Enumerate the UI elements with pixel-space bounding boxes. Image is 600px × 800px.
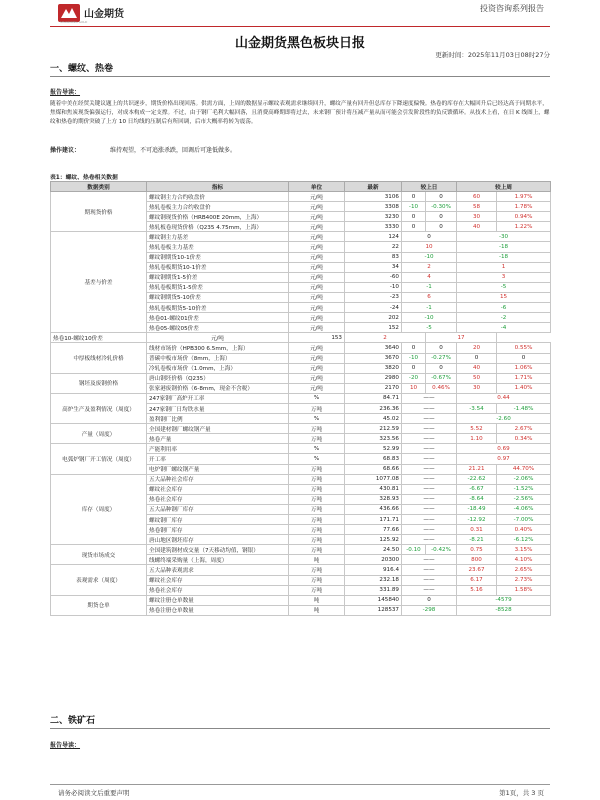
week-change-pct-cell: 3.15%	[497, 545, 551, 555]
day-change-cell: ——	[402, 434, 457, 444]
week-change-cell: -22.62	[457, 474, 497, 484]
unit-cell: %	[289, 454, 345, 464]
day-change-cell: 2	[402, 262, 457, 272]
week-change-cell: 0.69	[457, 444, 551, 454]
week-change-cell: -2.60	[457, 414, 551, 424]
week-change-pct-cell: 2.67%	[497, 424, 551, 434]
latest-value-cell: 212.59	[345, 424, 402, 434]
day-change-cell: 0	[402, 343, 426, 353]
indicator-cell: 五大品种钢厂库存	[147, 504, 289, 514]
day-change-cell: -298	[402, 605, 457, 615]
unit-cell: 元/吨	[289, 242, 345, 252]
week-change-cell: -6	[457, 303, 551, 313]
day-change-cell: -5	[402, 323, 457, 333]
week-change-cell: 17	[426, 333, 497, 343]
unit-cell: 元/吨	[289, 303, 345, 313]
day-change-cell: ——	[402, 403, 457, 413]
week-change-cell: -30	[457, 232, 551, 242]
day-change-cell: ——	[402, 525, 457, 535]
day-change-pct-cell: 0	[426, 222, 457, 232]
day-change-cell: 10	[402, 383, 426, 393]
day-change-cell: 6	[402, 292, 457, 302]
latest-value-cell: 153	[289, 333, 345, 343]
latest-value-cell: 232.18	[345, 575, 402, 585]
week-change-cell: 15	[457, 292, 551, 302]
report-series: 投资咨询系列报告	[480, 4, 544, 13]
unit-cell: 元/吨	[289, 252, 345, 262]
day-change-cell: ——	[402, 444, 457, 454]
indicator-cell: 热卷社会库存	[147, 585, 289, 595]
unit-cell: 万吨	[289, 525, 345, 535]
day-change-cell: ——	[402, 494, 457, 504]
week-change-pct-cell: 0.40%	[497, 525, 551, 535]
unit-cell: %	[289, 393, 345, 403]
indicator-cell: 张家港废钢价格（6-8mm，现金不含税）	[147, 383, 289, 393]
week-change-pct-cell: 2.65%	[497, 565, 551, 575]
day-change-cell: 2	[345, 333, 426, 343]
unit-cell: 万吨	[289, 515, 345, 525]
indicator-cell: 五大品种表观需求	[147, 565, 289, 575]
latest-value-cell: 3330	[345, 222, 402, 232]
week-change-pct-cell: 0.94%	[497, 212, 551, 222]
section-1-title: 一、螺纹、热卷	[50, 64, 114, 74]
week-change-cell: -8.21	[457, 535, 497, 545]
page-title: 山金期货黑色板块日报	[234, 36, 365, 51]
day-change-cell: ——	[402, 504, 457, 514]
day-change-cell: 0	[402, 363, 426, 373]
day-change-cell: ——	[402, 535, 457, 545]
week-change-pct-cell: 1.97%	[497, 192, 551, 202]
latest-value-cell: 323.56	[345, 434, 402, 444]
indicator-cell: 全国建筑钢材成交量（7天移动均值，钢银）	[147, 545, 289, 555]
latest-value-cell: -24	[345, 303, 402, 313]
indicator-cell: 线螺终端采购量（上海，周度）	[147, 555, 289, 565]
day-change-cell: 0	[402, 212, 426, 222]
category-cell: 高炉生产及盈利情况（周度）	[51, 393, 147, 423]
latest-value-cell: 1077.08	[345, 474, 402, 484]
unit-cell: 元/吨	[289, 323, 345, 333]
day-change-cell: -10	[402, 252, 457, 262]
header-unit: 单位	[289, 182, 345, 192]
section-1-guide-label: 报告导读：	[50, 89, 81, 96]
unit-cell: 万吨	[289, 464, 345, 474]
day-change-cell: ——	[402, 454, 457, 464]
unit-cell: 万吨	[289, 545, 345, 555]
day-change-pct-cell: 0.46%	[426, 383, 457, 393]
week-change-cell: -8528	[457, 605, 551, 615]
table-row	[51, 444, 551, 454]
week-change-pct-cell: 1.40%	[497, 383, 551, 393]
latest-value-cell: -60	[345, 272, 402, 282]
unit-cell: 元/吨	[289, 192, 345, 202]
indicator-cell: 电炉钢厂螺纹钢产量	[147, 464, 289, 474]
indicator-cell: 五大品种社会库存	[147, 474, 289, 484]
table-header-row	[51, 182, 551, 192]
week-change-cell: 6.17	[457, 575, 497, 585]
indicator-cell: 盈利钢厂比例	[147, 414, 289, 424]
latest-value-cell: 916.4	[345, 565, 402, 575]
unit-cell: 吨	[289, 555, 345, 565]
week-change-cell: 0.31	[457, 525, 497, 535]
category-cell: 钢坯及废钢价格	[51, 373, 147, 393]
table-row	[51, 333, 551, 343]
day-change-pct-cell: 0	[426, 343, 457, 353]
week-change-cell: 58	[457, 202, 497, 212]
indicator-cell: 热轧卷板期货5-10价差	[147, 303, 289, 313]
section-2-title: 二、铁矿石	[50, 716, 96, 726]
unit-cell: 万吨	[289, 585, 345, 595]
table-row	[51, 393, 551, 403]
week-change-pct-cell: 0	[497, 353, 551, 363]
category-cell: 期现货价格	[51, 192, 147, 232]
latest-value-cell: 124	[345, 232, 402, 242]
indicator-cell: 螺纹钢厂库存	[147, 515, 289, 525]
latest-value-cell: 3106	[345, 192, 402, 202]
indicator-cell: 唐山地区钢坯库存	[147, 535, 289, 545]
unit-cell: 万吨	[289, 484, 345, 494]
day-change-cell: 10	[402, 242, 457, 252]
latest-value-cell: 171.71	[345, 515, 402, 525]
week-change-cell: -8.64	[457, 494, 497, 504]
indicator-cell: 热卷10-螺纹10价差	[51, 333, 147, 343]
week-change-cell: 60	[457, 192, 497, 202]
day-change-cell: 4	[402, 272, 457, 282]
week-change-pct-cell: -2.56%	[497, 494, 551, 504]
week-change-cell: 800	[457, 555, 497, 565]
category-cell: 基差与价差	[51, 232, 147, 333]
day-change-cell: 0	[402, 192, 426, 202]
day-change-pct-cell: 0	[426, 212, 457, 222]
week-change-cell: 0.97	[457, 454, 551, 464]
indicator-cell: 产能利用率	[147, 444, 289, 454]
unit-cell: 元/吨	[289, 292, 345, 302]
week-change-pct-cell: 0.55%	[497, 343, 551, 353]
indicator-cell: 热卷05-螺纹05价差	[147, 323, 289, 333]
table-row	[51, 565, 551, 575]
table-row	[51, 232, 551, 242]
unit-cell: %	[289, 414, 345, 424]
week-change-pct-cell: -1.48%	[497, 403, 551, 413]
week-change-cell: 1	[457, 262, 551, 272]
day-change-pct-cell: -0.30%	[426, 202, 457, 212]
unit-cell: 万吨	[289, 424, 345, 434]
indicator-cell: 热卷01-螺纹01价差	[147, 313, 289, 323]
day-change-pct-cell: -0.67%	[426, 373, 457, 383]
day-change-cell: -1	[402, 282, 457, 292]
day-change-cell: 0	[402, 595, 457, 605]
indicator-cell: 螺纹钢期货10-1价差	[147, 252, 289, 262]
table-row	[51, 373, 551, 383]
week-change-cell: 5.52	[457, 424, 497, 434]
page-header	[0, 0, 600, 26]
day-change-cell: -10	[402, 202, 426, 212]
week-change-cell: 21.21	[457, 464, 497, 474]
unit-cell: 元/吨	[289, 272, 345, 282]
latest-value-cell: 84.71	[345, 393, 402, 403]
week-change-pct-cell: -4.06%	[497, 504, 551, 514]
unit-cell: 元/吨	[289, 383, 345, 393]
day-change-cell: -10	[402, 353, 426, 363]
unit-cell: 元/吨	[147, 333, 289, 343]
day-change-pct-cell: -0.27%	[426, 353, 457, 363]
indicator-cell: 螺纹钢现货价格（HRB400E 20mm，上海）	[147, 212, 289, 222]
day-change-pct-cell: -0.42%	[426, 545, 457, 555]
unit-cell: 元/吨	[289, 222, 345, 232]
week-change-pct-cell: -7.00%	[497, 515, 551, 525]
week-change-cell: -3.54	[457, 403, 497, 413]
week-change-cell: 30	[457, 212, 497, 222]
week-change-cell: 0	[457, 353, 497, 363]
week-change-cell: -18.49	[457, 504, 497, 514]
latest-value-cell: 68.83	[345, 454, 402, 464]
section-2-divider	[50, 728, 550, 729]
week-change-cell: 30	[457, 383, 497, 393]
latest-value-cell: -10	[345, 282, 402, 292]
footer-page-number: 第1页，共 3 页	[499, 789, 544, 797]
indicator-cell: 唐山钢坯价格（Q235）	[147, 373, 289, 383]
unit-cell: 万吨	[289, 504, 345, 514]
latest-value-cell: 2980	[345, 373, 402, 383]
indicator-cell: 螺纹钢主力基差	[147, 232, 289, 242]
day-change-cell: -20	[402, 373, 426, 383]
week-change-cell: -2	[457, 313, 551, 323]
category-cell: 产量（周度）	[51, 424, 147, 444]
week-change-pct-cell: 4.10%	[497, 555, 551, 565]
unit-cell: 元/吨	[289, 282, 345, 292]
latest-value-cell: 436.66	[345, 504, 402, 514]
table-caption: 表1：螺纹、热卷相关数据	[50, 175, 118, 181]
day-change-cell: ——	[402, 474, 457, 484]
indicator-cell: 螺纹社会库存	[147, 484, 289, 494]
latest-value-cell: 3230	[345, 212, 402, 222]
week-change-pct-cell: 1.78%	[497, 202, 551, 212]
update-time: 更新时间：2025年11月03日08时27分	[435, 51, 550, 59]
logo-name: 山金期货	[84, 9, 124, 20]
day-change-cell: ——	[402, 414, 457, 424]
latest-value-cell: 34	[345, 262, 402, 272]
latest-value-cell: 125.92	[345, 535, 402, 545]
header-latest: 最新	[345, 182, 402, 192]
operation-advice	[50, 145, 236, 154]
category-cell: 电弧炉钢厂开工情况（周度）	[51, 444, 147, 474]
unit-cell: 吨	[289, 605, 345, 615]
latest-value-cell: 24.50	[345, 545, 402, 555]
indicator-cell: 热轧卷板主力合约收盘价	[147, 202, 289, 212]
unit-cell: 万吨	[289, 565, 345, 575]
indicator-cell: 热卷社会库存	[147, 494, 289, 504]
footer-divider	[50, 784, 550, 785]
table-row	[51, 595, 551, 605]
day-change-cell: ——	[402, 393, 457, 403]
indicator-cell: 热卷钢厂库存	[147, 525, 289, 535]
header-indicator: 指标	[147, 182, 289, 192]
table-body	[51, 192, 551, 616]
day-change-cell: ——	[402, 555, 457, 565]
header-divider	[50, 26, 550, 27]
week-change-cell: -4579	[457, 595, 551, 605]
indicator-cell: 螺纹社会库存	[147, 575, 289, 585]
latest-value-cell: 45.02	[345, 414, 402, 424]
category-cell: 期货仓单	[51, 595, 147, 615]
week-change-pct-cell: 2.73%	[497, 575, 551, 585]
day-change-cell: -10	[402, 313, 457, 323]
section-2-guide-label: 报告导读：	[50, 742, 81, 749]
indicator-cell: 热轧卷板期货1-5价差	[147, 282, 289, 292]
week-change-pct-cell: -6.12%	[497, 535, 551, 545]
unit-cell: 元/吨	[289, 373, 345, 383]
latest-value-cell: 77.66	[345, 525, 402, 535]
unit-cell: 元/吨	[289, 212, 345, 222]
unit-cell: 元/吨	[289, 343, 345, 353]
latest-value-cell: 3308	[345, 202, 402, 212]
latest-value-cell: 152	[345, 323, 402, 333]
header-day-change: 较上日	[402, 182, 457, 192]
section-1-guide-text: 随着中美在经贸关键议题上的共识逐步，期货价格出现回落。供需方面，上周的数据显示螺纹表观需求继续回升，螺纹产量有回升但总库存下降速度偏慢。热卷的库存在大幅回升后已经达高于同期水平，焦煤和焦炭现货偏强运行，对成本构成一定支撑。不过，由于钢厂毛利大幅回落，且消费高峰期即将过去，未来钢厂预计将压减产量从而可能会引发阶段性的负反馈循环。从技术上看，在日 K 线图上，螺纹和热卷的期价突破了上方 10 日均线的压制后有所回调，后市大概率将转为震荡。	[50, 101, 550, 125]
day-change-cell: -1	[402, 303, 457, 313]
footer-disclaimer: 请务必阅读文后重要声明	[58, 789, 130, 797]
latest-value-cell: 2170	[345, 383, 402, 393]
latest-value-cell: 52.99	[345, 444, 402, 454]
latest-value-cell: -23	[345, 292, 402, 302]
week-change-cell: 20	[457, 343, 497, 353]
advice-label: 操作建议：	[50, 147, 81, 154]
week-change-cell: 1.10	[457, 434, 497, 444]
indicator-cell: 螺纹注册仓单数量	[147, 595, 289, 605]
week-change-pct-cell: 0.34%	[497, 434, 551, 444]
latest-value-cell: 3670	[345, 353, 402, 363]
latest-value-cell: 3820	[345, 363, 402, 373]
indicator-cell: 热轧板卷现货价格（Q235 4.75mm，上海）	[147, 222, 289, 232]
day-change-pct-cell: 0	[426, 363, 457, 373]
latest-value-cell: 3640	[345, 343, 402, 353]
latest-value-cell: 331.89	[345, 585, 402, 595]
week-change-pct-cell: 44.70%	[497, 464, 551, 474]
header-week-change: 较上周	[457, 182, 551, 192]
week-change-pct-cell: -1.52%	[497, 484, 551, 494]
indicator-cell: 热轧卷板主力基差	[147, 242, 289, 252]
header-category: 数据类别	[51, 182, 147, 192]
indicator-cell: 线材市场价（HPB300 6.5mm，上海）	[147, 343, 289, 353]
day-change-pct-cell: 0	[426, 192, 457, 202]
week-change-cell: -4	[457, 323, 551, 333]
day-change-cell: ——	[402, 575, 457, 585]
indicator-cell: 热轧卷板期货10-1价差	[147, 262, 289, 272]
unit-cell: 万吨	[289, 494, 345, 504]
latest-value-cell: 22	[345, 242, 402, 252]
week-change-cell: 40	[457, 363, 497, 373]
latest-value-cell: 128537	[345, 605, 402, 615]
unit-cell: 元/吨	[289, 202, 345, 212]
indicator-cell: 247家钢厂日均铁水量	[147, 403, 289, 413]
day-change-cell: 0	[402, 222, 426, 232]
week-change-cell: 0.44	[457, 393, 551, 403]
week-change-cell: 0.75	[457, 545, 497, 555]
unit-cell: 万吨	[289, 403, 345, 413]
day-change-cell: ——	[402, 565, 457, 575]
indicator-cell: 螺纹钢主力合约收盘价	[147, 192, 289, 202]
day-change-cell: 0	[402, 232, 457, 242]
latest-value-cell: 68.66	[345, 464, 402, 474]
category-cell: 中厚板线材冷轧价格	[51, 343, 147, 373]
unit-cell: 吨	[289, 595, 345, 605]
day-change-cell: ——	[402, 424, 457, 434]
indicator-cell: 普碳中板市场价（8mm，上海）	[147, 353, 289, 363]
unit-cell: 元/吨	[289, 353, 345, 363]
day-change-cell: ——	[402, 484, 457, 494]
indicator-cell: 热卷产量	[147, 434, 289, 444]
week-change-cell: 3	[457, 272, 551, 282]
week-change-cell: -6.67	[457, 484, 497, 494]
latest-value-cell: 83	[345, 252, 402, 262]
table-row	[51, 192, 551, 202]
day-change-cell: -0.10	[402, 545, 426, 555]
week-change-cell: -5	[457, 282, 551, 292]
category-cell: 现货市场成交	[51, 545, 147, 565]
week-change-cell: 5.16	[457, 585, 497, 595]
latest-value-cell: 202	[345, 313, 402, 323]
indicator-cell: 螺纹钢期货1-5价差	[147, 272, 289, 282]
latest-value-cell: 328.93	[345, 494, 402, 504]
table-row	[51, 343, 551, 353]
unit-cell: 万吨	[289, 474, 345, 484]
rebar-hrc-data-table	[50, 181, 551, 616]
unit-cell: 万吨	[289, 434, 345, 444]
section-1-divider	[50, 76, 550, 77]
unit-cell: 元/吨	[289, 363, 345, 373]
week-change-cell: 50	[457, 373, 497, 383]
week-change-pct-cell: 1.06%	[497, 363, 551, 373]
latest-value-cell: 145840	[345, 595, 402, 605]
unit-cell: 元/吨	[289, 313, 345, 323]
week-change-cell: -18	[457, 242, 551, 252]
week-change-pct-cell: 1.71%	[497, 373, 551, 383]
day-change-cell: ——	[402, 464, 457, 474]
week-change-cell: -12.92	[457, 515, 497, 525]
week-change-pct-cell: 1.58%	[497, 585, 551, 595]
category-cell: 库存（周度）	[51, 474, 147, 545]
advice-text: 维持观望，不可追涨杀跌，回调后可逢低做多。	[110, 147, 237, 154]
unit-cell: 万吨	[289, 575, 345, 585]
day-change-cell: ——	[402, 585, 457, 595]
indicator-cell: 全国建材钢厂螺纹钢产量	[147, 424, 289, 434]
week-change-cell: -18	[457, 252, 551, 262]
week-change-cell: 23.67	[457, 565, 497, 575]
indicator-cell: 冷轧卷板市场价（1.0mm，上海）	[147, 363, 289, 373]
indicator-cell: 螺纹钢期货5-10价差	[147, 292, 289, 302]
logo-subtitle: SHANDONG GOLD	[60, 20, 88, 24]
indicator-cell: 热卷注册仓单数量	[147, 605, 289, 615]
table-row	[51, 545, 551, 555]
table-row	[51, 424, 551, 434]
latest-value-cell: 20300	[345, 555, 402, 565]
category-cell: 表观需求（周度）	[51, 565, 147, 595]
unit-cell: %	[289, 444, 345, 454]
unit-cell: 万吨	[289, 535, 345, 545]
week-change-pct-cell: -2.06%	[497, 474, 551, 484]
table-row	[51, 474, 551, 484]
indicator-cell: 247家钢厂高炉开工率	[147, 393, 289, 403]
latest-value-cell: 236.36	[345, 403, 402, 413]
week-change-pct-cell: 1.22%	[497, 222, 551, 232]
unit-cell: 元/吨	[289, 232, 345, 242]
week-change-cell: 40	[457, 222, 497, 232]
indicator-cell: 开工率	[147, 454, 289, 464]
latest-value-cell: 430.81	[345, 484, 402, 494]
day-change-cell: ——	[402, 515, 457, 525]
unit-cell: 元/吨	[289, 262, 345, 272]
